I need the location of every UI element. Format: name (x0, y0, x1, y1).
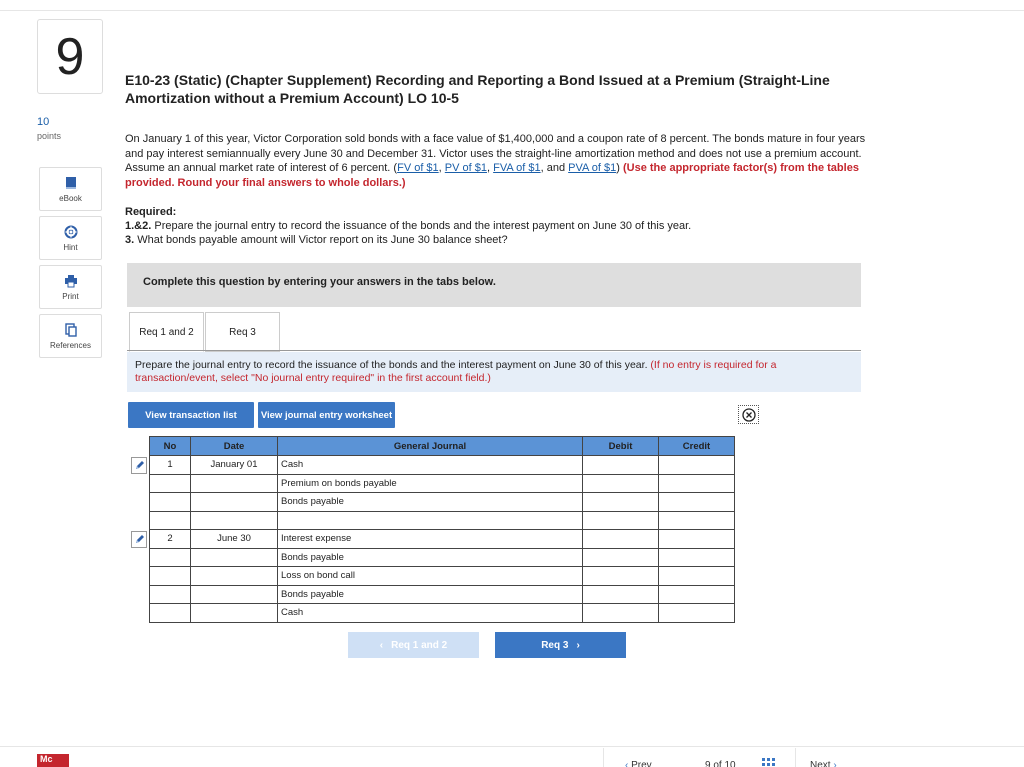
credit-cell[interactable] (659, 530, 735, 549)
debit-cell[interactable] (583, 585, 659, 604)
table-row (150, 511, 735, 530)
lifebuoy-icon (64, 225, 78, 239)
account-cell[interactable]: Premium on bonds payable (278, 474, 583, 493)
view-journal-worksheet-button[interactable]: View journal entry worksheet (258, 402, 395, 428)
debit-cell[interactable] (583, 567, 659, 586)
account-cell[interactable]: Cash (278, 456, 583, 475)
account-cell[interactable]: Bonds payable (278, 493, 583, 512)
account-cell[interactable]: Cash (278, 604, 583, 623)
tab-req-3[interactable]: Req 3 (205, 312, 280, 352)
table-row (150, 474, 735, 493)
header-debit: Debit (583, 437, 659, 456)
edit-entry-1-icon[interactable] (131, 457, 147, 474)
credit-cell[interactable] (659, 474, 735, 493)
journal-table (149, 436, 735, 623)
account-cell[interactable]: Bonds payable (278, 548, 583, 567)
debit-cell[interactable] (583, 511, 659, 530)
page-indicator: 9 of 10 (705, 760, 736, 767)
points-label: points (37, 131, 62, 141)
fva-link[interactable]: FVA of $1 (493, 162, 541, 174)
footer-next-button[interactable]: Next › (810, 760, 837, 767)
hint-button[interactable]: Hint (39, 216, 102, 260)
question-paragraph: On January 1 of this year, Victor Corporation sold bonds with a face value of $1,400,000 and a coupon rate of 8 percent. The bonds mature in four years and pay interest semiannually every June 30 and December 31. Victor uses the straight-line amortization method and does not use a premium account. Assume an annual market rate of interest of 6 percent. (FV of $1, PV of $1, FVA of $1, and PVA of $1) (Use the appropriate factor(s) from the tables provided. Round your final answers to whole dollars.) (125, 133, 866, 189)
credit-cell[interactable] (659, 456, 735, 475)
debit-cell[interactable] (583, 548, 659, 567)
ebook-button[interactable]: eBook (39, 167, 102, 211)
complete-banner: Complete this question by entering your answers in the tabs below. (127, 263, 861, 307)
table-row (150, 604, 735, 623)
clear-icon[interactable] (738, 405, 759, 424)
documents-icon (64, 323, 78, 337)
chevron-left-icon: ‹ (379, 639, 384, 651)
table-row: 2 June 30 Interest expense (150, 530, 735, 549)
question-title: E10-23 (Static) (Chapter Supplement) Recording and Reporting a Bond Issued at a Premium (Straight-Line Amortization without a Premium Account) LO 10-5 (125, 72, 830, 106)
instruction-box: Prepare the journal entry to record the issuance of the bonds and the interest payment on June 30 of this year. (If no entry is required for a transaction/event, select "No journal entry required" in the first account field.) (127, 352, 861, 392)
next-req-button[interactable]: Req 3 › (495, 632, 626, 658)
requirements: Required: 1.&2. Prepare the journal entry to record the issuance of the bonds and the interest payment on June 30 of this year. 3. What bonds payable amount will Victor report on its June 30 balance sheet? (125, 206, 692, 246)
rounding-note: (Use the appropriate factor(s) from the tables provided. Round your final answers to whole dollars.) (125, 162, 859, 189)
credit-cell[interactable] (659, 511, 735, 530)
tab-req-1-and-2[interactable]: Req 1 and 2 (129, 312, 204, 352)
header-credit: Credit (659, 437, 735, 456)
bottom-divider (0, 746, 1024, 747)
debit-cell[interactable] (583, 530, 659, 549)
credit-cell[interactable] (659, 567, 735, 586)
chevron-left-icon: ‹ (625, 760, 629, 767)
prev-req-button[interactable]: ‹ Req 1 and 2 (348, 632, 479, 658)
debit-cell[interactable] (583, 493, 659, 512)
fv-link[interactable]: FV of $1 (397, 162, 439, 174)
debit-cell[interactable] (583, 456, 659, 475)
pv-link[interactable]: PV of $1 (444, 162, 487, 174)
credit-cell[interactable] (659, 548, 735, 567)
points-value: 10 (37, 116, 50, 128)
chevron-right-icon: › (576, 639, 580, 651)
credit-cell[interactable] (659, 585, 735, 604)
chevron-right-icon: › (833, 760, 837, 767)
question-number: 9 (37, 19, 103, 94)
tab-divider (127, 350, 861, 351)
account-cell[interactable] (278, 511, 583, 530)
table-row (150, 548, 735, 567)
credit-cell[interactable] (659, 604, 735, 623)
account-cell[interactable]: Loss on bond call (278, 567, 583, 586)
table-row (150, 493, 735, 512)
header-date: Date (191, 437, 278, 456)
debit-cell[interactable] (583, 604, 659, 623)
table-row (150, 585, 735, 604)
pva-link[interactable]: PVA of $1 (568, 162, 617, 174)
account-cell[interactable]: Interest expense (278, 530, 583, 549)
header-general-journal: General Journal (278, 437, 583, 456)
edit-entry-2-icon[interactable] (131, 531, 147, 548)
top-divider (0, 10, 1024, 11)
table-row: 1 January 01 Cash (150, 456, 735, 475)
account-cell[interactable]: Bonds payable (278, 585, 583, 604)
table-row (150, 567, 735, 586)
debit-cell[interactable] (583, 474, 659, 493)
mcgraw-hill-logo: Mc (37, 754, 69, 767)
printer-icon (64, 274, 78, 288)
view-transaction-list-button[interactable]: View transaction list (128, 402, 254, 428)
footer-prev-button[interactable]: ‹ Prev (625, 760, 652, 767)
credit-cell[interactable] (659, 493, 735, 512)
grid-icon[interactable] (762, 758, 776, 767)
header-no: No (150, 437, 191, 456)
print-button[interactable]: Print (39, 265, 102, 309)
references-button[interactable]: References (39, 314, 102, 358)
book-icon (64, 176, 78, 190)
